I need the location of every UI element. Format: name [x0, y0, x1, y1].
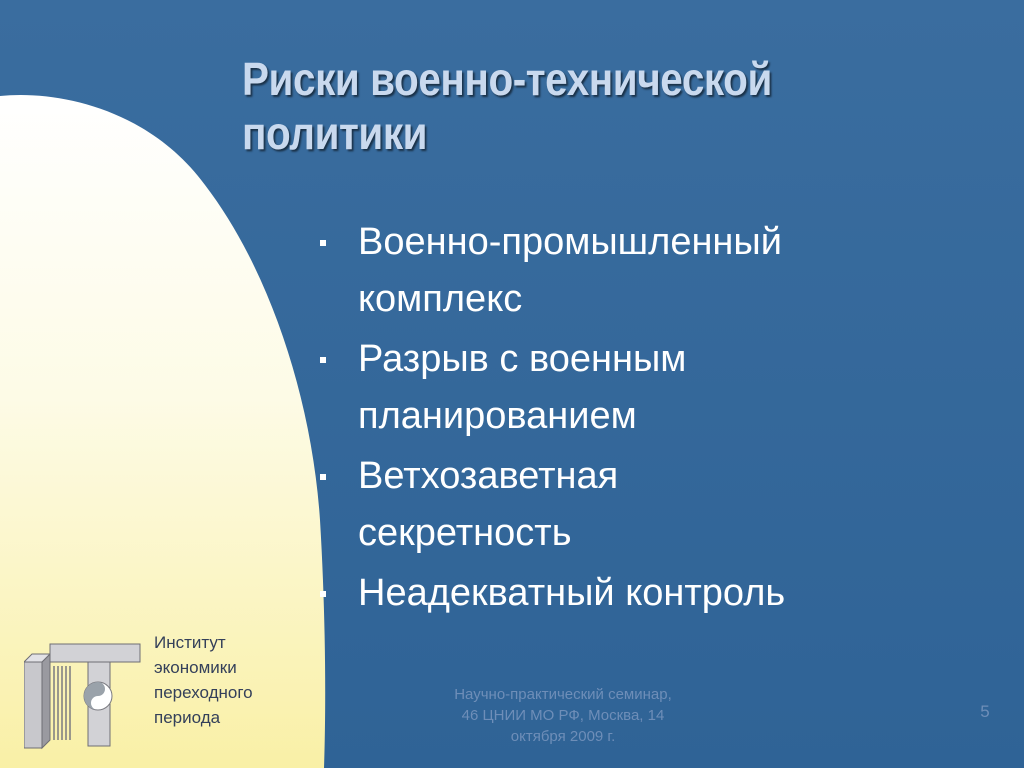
footer-line: 46 ЦНИИ МО РФ, Москва, 14	[461, 707, 665, 724]
institute-line: экономики	[154, 658, 237, 677]
bullet-line: секретность	[358, 512, 572, 554]
title-line-1: Риски военно-технической	[242, 53, 772, 105]
institute-line: переходного	[154, 683, 253, 702]
institute-logo-icon	[24, 640, 142, 750]
bullet-item	[318, 331, 1008, 445]
bullet-item	[318, 565, 1008, 622]
bullet-line: Ветхозаветная	[358, 455, 619, 497]
footer-line: Научно-практический семинар,	[454, 686, 672, 703]
square-bullet-icon	[320, 357, 326, 363]
page-number: 5	[980, 702, 990, 721]
square-bullet-icon	[320, 474, 326, 480]
bullet-list	[318, 214, 1008, 625]
bullet-line: Военно-промышленный	[358, 221, 782, 263]
footer-line: октября 2009 г.	[510, 728, 616, 745]
square-bullet-icon	[320, 240, 326, 246]
bullet-item	[318, 214, 1008, 328]
footer-text	[408, 684, 718, 747]
institute-line: периода	[154, 708, 221, 727]
bullet-line: планированием	[358, 395, 637, 437]
institute-name	[154, 630, 304, 730]
bullet-line: комплекс	[358, 278, 523, 320]
bullet-line: Разрыв с военным	[358, 338, 687, 380]
slide-title	[242, 52, 920, 160]
bullet-line: Неадекватный контроль	[358, 572, 786, 614]
square-bullet-icon	[320, 591, 326, 597]
bullet-item	[318, 448, 1008, 562]
title-line-2: политики	[242, 107, 428, 159]
institute-line: Институт	[154, 633, 226, 652]
